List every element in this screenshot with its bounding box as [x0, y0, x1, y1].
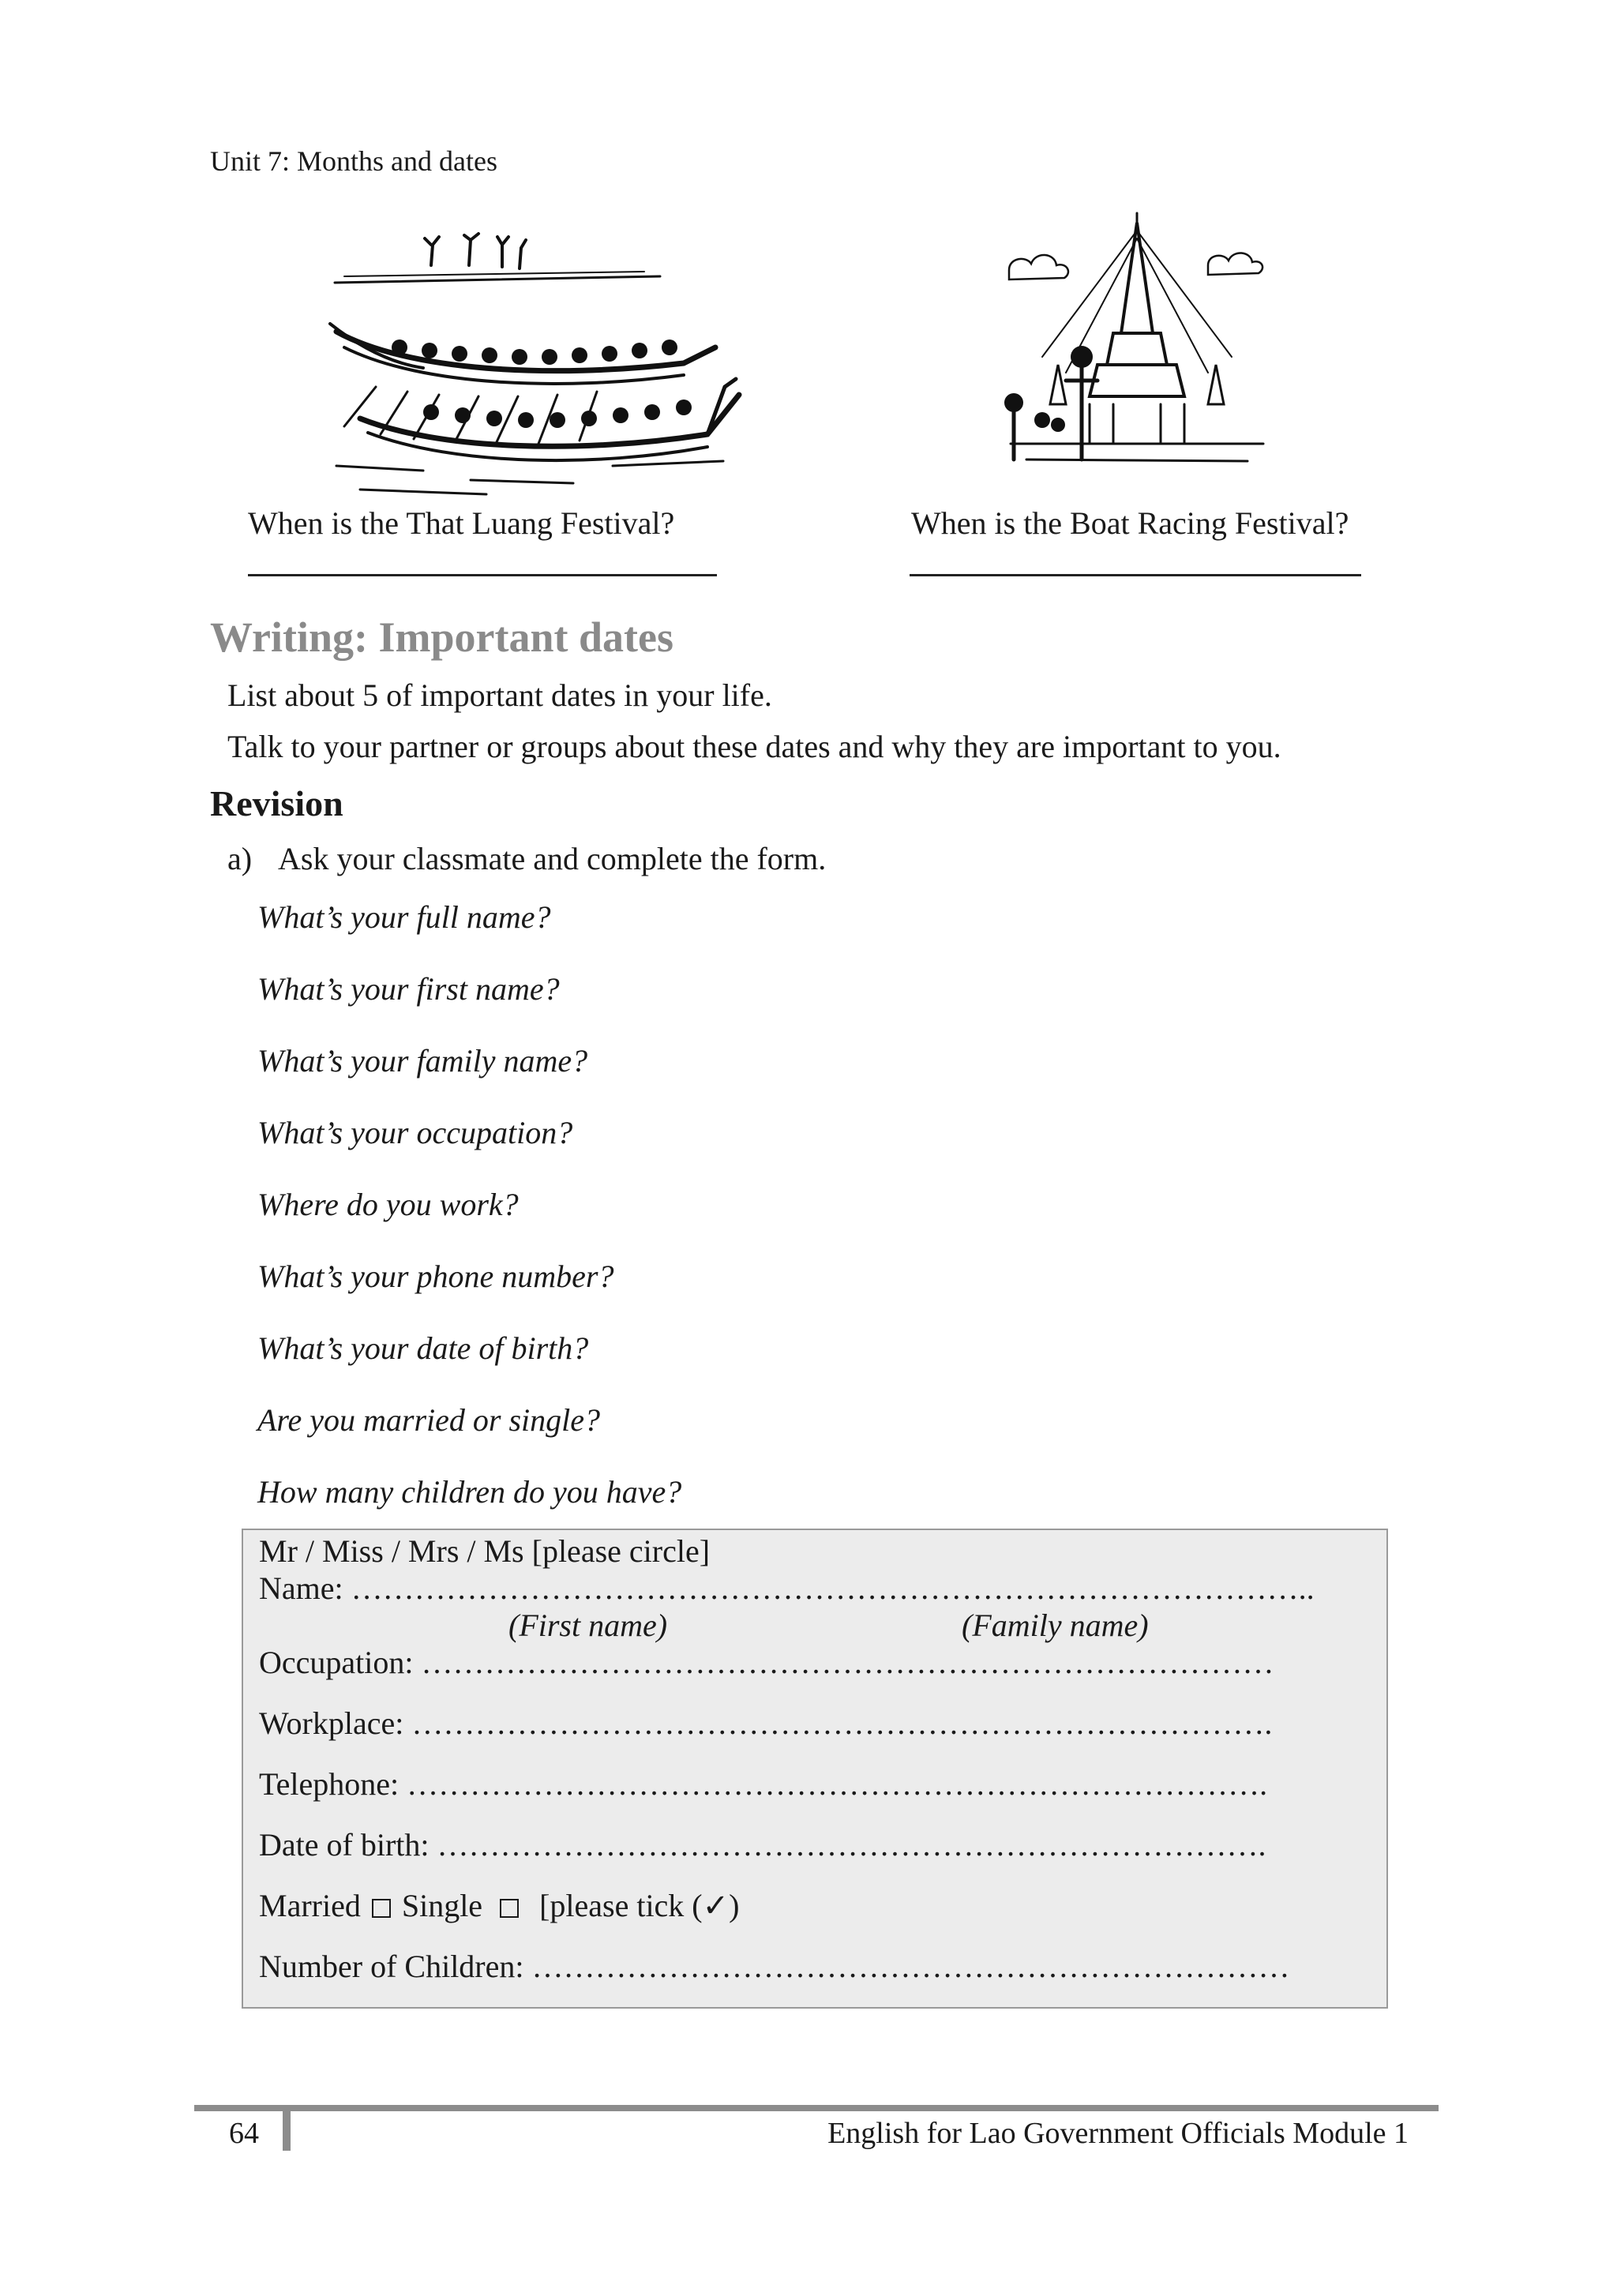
title-circle-line[interactable]: Mr / Miss / Mrs / Ms [please circle] — [259, 1533, 711, 1569]
single-label: Single — [401, 1888, 483, 1923]
question-dob: What’s your date of birth? — [257, 1330, 589, 1366]
name-field[interactable]: Name: ……………………………………………………………………………….. — [259, 1570, 1315, 1606]
married-checkbox[interactable] — [372, 1899, 391, 1918]
boat-icon — [313, 229, 755, 505]
caption-right: When is the Boat Racing Festival? — [911, 505, 1349, 541]
footer-divider — [283, 2110, 291, 2151]
unit-header: Unit 7: Months and dates — [210, 145, 497, 177]
question-phone: What’s your phone number? — [257, 1259, 614, 1294]
that-luang-stupa-illustration — [995, 207, 1279, 483]
page-number: 64 — [229, 2117, 259, 2150]
answer-line-left[interactable] — [248, 574, 717, 576]
tick-hint: [please tick (✓) — [539, 1888, 740, 1923]
married-label: Married — [259, 1888, 361, 1923]
single-checkbox[interactable] — [500, 1899, 519, 1918]
boat-racing-illustration — [313, 229, 755, 505]
telephone-field[interactable]: Telephone: ………………………………………………………………………. — [259, 1766, 1268, 1802]
first-name-hint: (First name) — [508, 1608, 668, 1643]
question-first-name: What’s your first name? — [257, 971, 560, 1007]
task-a — [227, 838, 826, 880]
question-children: How many children do you have? — [257, 1474, 682, 1510]
question-workplace: Where do you work? — [257, 1187, 519, 1222]
workplace-field[interactable]: Workplace: ………………………………………………………………………. — [259, 1705, 1273, 1741]
question-full-name: What’s your full name? — [257, 899, 551, 935]
children-field[interactable]: Number of Children: ……………………………………………………………… — [259, 1949, 1290, 1984]
revision-title: Revision — [210, 783, 343, 823]
occupation-field[interactable]: Occupation: ……………………………………………………………………… — [259, 1645, 1274, 1680]
writing-line-1: List about 5 of important dates in your life. — [227, 677, 772, 713]
personal-info-form — [242, 1529, 1388, 2009]
marital-status-row — [259, 1886, 739, 1926]
footer-rule — [194, 2105, 1439, 2111]
task-letter: a) — [227, 841, 253, 876]
question-married: Are you married or single? — [257, 1402, 601, 1438]
question-occupation: What’s your occupation? — [257, 1115, 573, 1150]
stupa-icon — [995, 207, 1279, 483]
caption-left: When is the That Luang Festival? — [248, 505, 675, 541]
footer-title: English for Lao Government Officials Module 1 — [827, 2117, 1409, 2150]
question-family-name: What’s your family name? — [257, 1043, 588, 1079]
dob-field[interactable]: Date of birth: ……………………………………………………………………. — [259, 1827, 1266, 1863]
answer-line-right[interactable] — [910, 574, 1361, 576]
writing-title: Writing: Important dates — [210, 613, 673, 661]
family-name-hint: (Family name) — [962, 1608, 1149, 1643]
task-text: Ask your classmate and complete the form. — [278, 841, 827, 876]
writing-line-2: Talk to your partner or groups about these dates and why they are important to you. — [227, 729, 1281, 764]
